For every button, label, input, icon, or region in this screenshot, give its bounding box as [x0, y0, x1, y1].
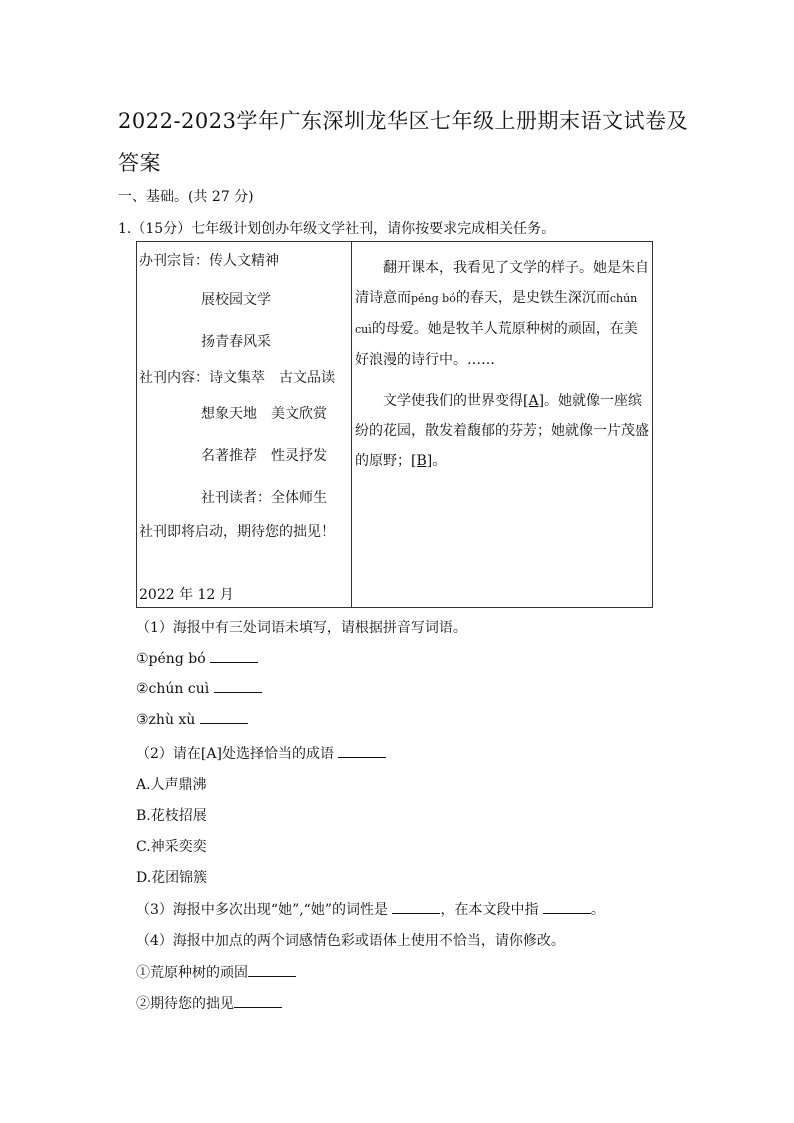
subquestion-3	[136, 899, 605, 919]
subquestion-1-item-b	[136, 680, 262, 697]
answer-blank[interactable]	[543, 901, 591, 914]
subquestion-3-text-c: 。	[590, 902, 605, 918]
blank-marker-a: [A]	[523, 393, 545, 409]
para1-text-c: 的母爱。她是牧羊人荒原种树的顽固，在美好浪漫的诗行中。……	[355, 321, 638, 368]
subquestion-2-text: （2）请在[A]处选择恰当的成语	[136, 746, 334, 762]
subquestion-2	[136, 743, 386, 763]
subquestion-1: （1）海报中有三处词语未填写，请根据拼音写词语。	[136, 620, 467, 636]
subquestion-1-item-a	[136, 650, 258, 667]
item-a-label: ①荒原种树的顽固	[136, 965, 248, 981]
para2-text-c: 。	[432, 453, 447, 469]
answer-blank[interactable]	[210, 650, 258, 663]
item-c-label: ③zhù xù	[136, 712, 196, 728]
subquestion-4: （4）海报中加点的两个词感情色彩或语体上使用不恰当，请你修改。	[136, 933, 565, 949]
poster-paragraph-1	[355, 253, 651, 375]
poster-readers-line: 社刊读者：全体师生	[201, 490, 327, 506]
pinyin-pengbo: péng bó	[411, 292, 456, 305]
para2-text-a: 文学使我们的世界变得	[383, 393, 523, 409]
item-b-label: ②期待您的拙见	[136, 996, 234, 1012]
poster-closing-line: 社刊即将启动，期待您的拙见！	[139, 524, 335, 540]
poster-content-line-3: 名著推荐 性灵抒发	[201, 448, 327, 464]
item-b-label: ②chún cuì	[136, 681, 210, 697]
poster-date: 2022 年 12 月	[139, 587, 234, 603]
para2-text-b: 。她就像一座缤纷的花园，散发着馥郁的芬芳；她就像一片茂盛的原野；	[355, 393, 649, 469]
section-heading: 一、基础。(共 27 分)	[118, 189, 254, 205]
option-c[interactable]: C.神采奕奕	[136, 839, 207, 855]
answer-blank[interactable]	[392, 901, 440, 914]
poster-content-line-1: 社刊内容：诗文集萃 古文品读	[139, 370, 335, 386]
subquestion-1-item-c	[136, 711, 248, 728]
subquestion-3-text-a: （3）海报中多次出现“她”,“她”的词性是	[136, 902, 388, 918]
para1-text-b: 的春天，是史铁生深沉而	[455, 290, 610, 306]
poster-paragraph-2	[355, 386, 651, 476]
para1-text-a: 翻开课本，我看见了文学的样子。她是朱自清诗意而	[355, 260, 649, 306]
answer-blank[interactable]	[248, 964, 296, 977]
subquestion-3-text-b: ，在本文段中指	[440, 902, 539, 918]
blank-marker-b: [B]	[411, 453, 433, 469]
poster-purpose-line-3: 扬青春风采	[201, 334, 271, 350]
poster-content-line-2: 想象天地 美文欣赏	[201, 406, 327, 422]
pinyin-chuncui: chún cuì	[355, 292, 638, 336]
subquestion-4-item-b	[136, 993, 282, 1013]
document-title: 2022-2023学年广东深圳龙华区七年级上册期末语文试卷及答案	[118, 109, 688, 175]
question-1-stem: 1.（15分）七年级计划创办年级文学社刊，请你按要求完成相关任务。	[118, 221, 556, 237]
subquestion-4-item-a	[136, 962, 296, 982]
item-a-label: ①péng bó	[136, 651, 206, 667]
answer-blank[interactable]	[234, 995, 282, 1008]
poster-divider	[351, 241, 352, 608]
answer-blank[interactable]	[338, 745, 386, 758]
option-b[interactable]: B.花枝招展	[136, 808, 207, 824]
option-a[interactable]: A.人声鼎沸	[136, 777, 207, 793]
option-d[interactable]: D.花团锦簇	[136, 870, 208, 886]
poster-purpose-line-1: 办刊宗旨：传人文精神	[139, 253, 279, 269]
poster-purpose-line-2: 展校园文学	[201, 292, 271, 308]
answer-blank[interactable]	[200, 711, 248, 724]
answer-blank[interactable]	[214, 680, 262, 693]
